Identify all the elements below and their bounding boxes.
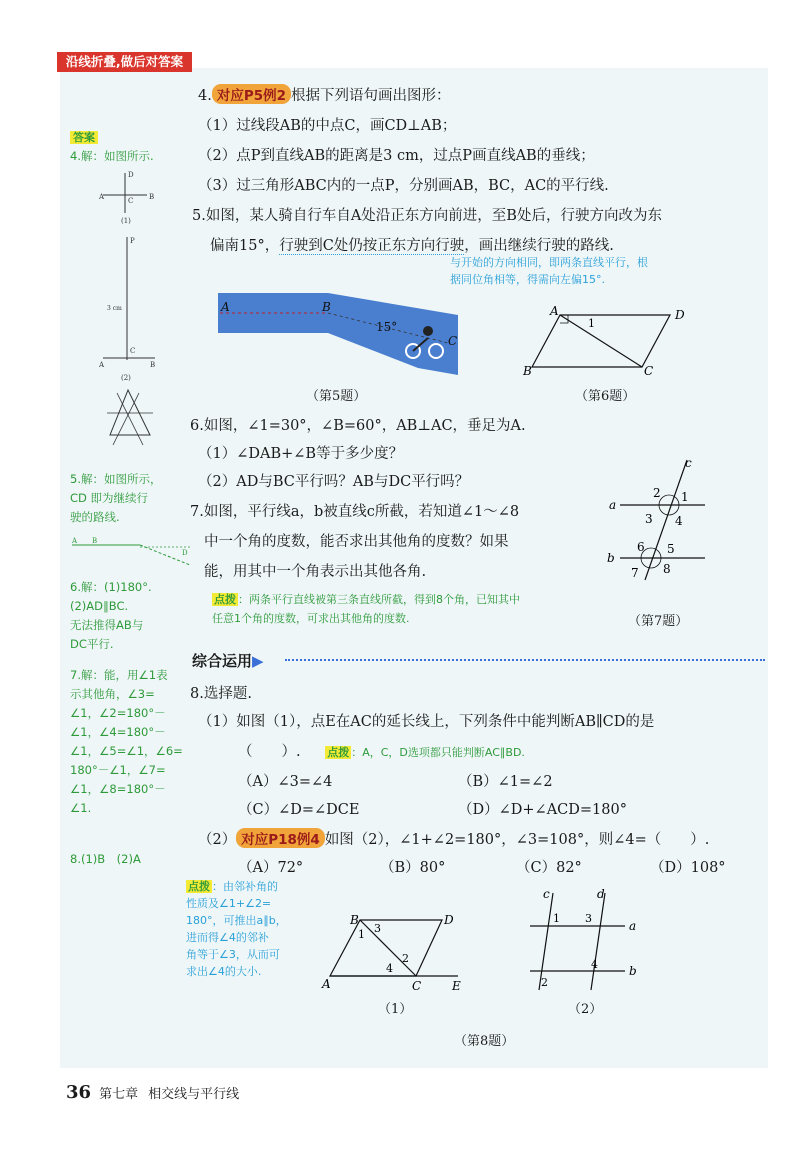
svg-text:7: 7 <box>631 566 639 580</box>
answer-title: 答案 <box>70 131 98 144</box>
fig-1-label: (1) <box>121 217 131 225</box>
svg-text:B: B <box>322 300 331 314</box>
svg-text:b: b <box>629 964 637 978</box>
svg-text:2: 2 <box>402 952 409 965</box>
q4-s2: （2）点P到直线AB的距离是3 cm，过点P画直线AB的垂线； <box>198 148 595 164</box>
chapter-label: 第七章 <box>99 1087 139 1102</box>
q4-s1: （1）过线段AB的中点C，画CD⊥AB； <box>198 118 457 134</box>
q8-opt-d: （D）∠D+∠ACD=180° <box>458 802 627 818</box>
q4-s3: （3）过三角形ABC内的一点P，分别画AB，BC，AC的平行线. <box>198 178 609 194</box>
caption-7: （第7题） <box>628 614 689 629</box>
svg-text:3: 3 <box>645 512 653 526</box>
figure-8-1 <box>318 910 468 990</box>
q6-s2: （2）AD与BC平行吗？AB与DC平行吗？ <box>198 474 470 490</box>
svg-text:1: 1 <box>681 490 689 504</box>
svg-text:2: 2 <box>653 486 661 500</box>
answer-column <box>70 128 190 166</box>
svg-text:c: c <box>685 456 692 470</box>
section-title: 综合运用▶ <box>192 652 264 670</box>
svg-text:D: D <box>182 549 188 557</box>
svg-text:4: 4 <box>675 514 683 528</box>
svg-text:b: b <box>607 551 615 565</box>
svg-text:B: B <box>350 913 359 927</box>
q8-title: 8.选择题. <box>190 686 252 702</box>
svg-text:5: 5 <box>667 542 675 556</box>
figure-6 <box>520 305 700 380</box>
svg-text:B: B <box>150 361 156 369</box>
q8-p2: （2） 对应P18例4 如图（2），∠1+∠2=180°，∠3=108°，则∠4=（ ）. <box>198 828 709 849</box>
svg-text:A: A <box>221 300 230 314</box>
q4-title: 4. 对应P5例2 根据下列语句画出图形： <box>198 84 451 105</box>
q7-line1: 7.如图，平行线a，b被直线c所截，若知道∠1～∠8 <box>190 504 520 520</box>
svg-text:C: C <box>644 364 654 378</box>
q6-line1: 6.如图，∠1=30°，∠B=60°，AB⊥AC，垂足为A. <box>190 418 526 434</box>
ref-badge-2: 对应P18例4 <box>236 828 325 848</box>
answer-5: 5.解：如图所示， CD 即为继续行 驶的路线. <box>70 472 162 524</box>
q7-tip: 点拨 ：两条平行直线被第三条直线所截，得到8个角，已知其中 任意1个角的度数，可求出其他角的度数. <box>212 593 520 625</box>
q6-s1: （1）∠DAB+∠B等于多少度？ <box>198 446 404 462</box>
ref-badge: 对应P5例2 <box>212 84 291 104</box>
q8-p1-blank: （ ）. 点拨 ：A，C，D选项都只能判断AC∥BD. <box>238 744 525 760</box>
svg-text:2: 2 <box>541 976 548 989</box>
svg-text:A: A <box>322 977 331 990</box>
q8-p1: （1）如图（1），点E在AC的延长线上，下列条件中能判断AB∥CD的是 <box>198 714 655 730</box>
svg-text:8: 8 <box>663 562 671 576</box>
fold-tab: 沿线折叠,做后对答案 <box>57 52 192 72</box>
q8-opt2-b: （B）80° <box>380 860 446 876</box>
fig5-deg: 15° <box>376 320 398 334</box>
svg-text:A: A <box>550 305 559 318</box>
fig-2-3cm: 3 cm <box>107 305 122 312</box>
q8-opt-b: （B）∠1=∠2 <box>458 774 553 790</box>
answer-4-figures <box>95 165 175 455</box>
tip-8: 点拨 ：由邻补角的 性质及∠1+∠2= 180°，可推出a∥b， 进而得∠4的邻补 角等于∠3，从而可 求出∠4的大小. <box>186 880 287 978</box>
answer-5-figure <box>70 535 195 575</box>
caption-5: （第5题） <box>306 389 367 404</box>
answer-6: 6.解：(1)180°. (2)AD∥BC. 无法推得AB与 DC平行. <box>70 580 152 651</box>
figure-5 <box>218 293 458 383</box>
svg-text:4: 4 <box>591 958 598 971</box>
svg-text:C: C <box>128 197 134 205</box>
svg-text:3: 3 <box>374 922 381 935</box>
answer-7: 7.解：能，用∠1表 示其他角，∠3= ∠1，∠2=180°－ ∠1，∠4=180°－ ∠1，∠5=∠1，∠6= 180°－∠1，∠7= ∠1，∠8=180°－ ∠1. <box>70 668 183 815</box>
svg-text:D: D <box>128 171 134 179</box>
fig-2-label: (2) <box>121 374 131 382</box>
q7-line3: 能，用其中一个角表示出其他各角. <box>204 564 427 580</box>
q8-opt-c: （C）∠D=∠DCE <box>238 802 360 818</box>
q8-opt-a: （A）∠3=∠4 <box>238 774 333 790</box>
svg-text:a: a <box>609 498 617 512</box>
fig8-2-label: （2） <box>568 1002 603 1017</box>
svg-text:1: 1 <box>553 912 560 925</box>
caption-6: （第6题） <box>575 389 636 404</box>
svg-text:A: A <box>72 537 78 545</box>
svg-text:6: 6 <box>637 540 645 554</box>
svg-text:3: 3 <box>585 912 592 925</box>
figure-7 <box>605 455 715 585</box>
svg-text:A: A <box>99 193 105 201</box>
svg-text:1: 1 <box>588 317 595 330</box>
svg-text:4: 4 <box>386 962 393 975</box>
svg-text:B: B <box>92 537 98 545</box>
svg-text:D: D <box>675 308 685 322</box>
svg-text:P: P <box>130 237 135 245</box>
svg-text:C: C <box>448 334 458 348</box>
figure-8-2 <box>525 888 645 993</box>
answer-8: 8.(1)B (2)A <box>70 852 141 866</box>
page-footer <box>66 1082 239 1103</box>
caption-8: （第8题） <box>454 1034 515 1049</box>
q5-line1: 5.如图，某人骑自行车自A处沿正东方向前进，至B处后，行驶方向改为东 <box>192 208 662 224</box>
q5-line2: 偏南15°，行驶到C处仍按正东方向行驶，画出继续行驶的路线. <box>210 238 614 254</box>
section-rule <box>285 659 765 661</box>
svg-text:A: A <box>99 361 105 369</box>
q5-note: 与开始的方向相同，即两条直线平行，根 据同位角相等，得需向左偏15°. <box>450 256 648 286</box>
page-number: 36 <box>66 1082 92 1103</box>
svg-text:E: E <box>452 979 461 990</box>
svg-text:B: B <box>149 193 155 201</box>
chapter-title: 相交线与平行线 <box>148 1087 240 1102</box>
q8-opt2-a: （A）72° <box>238 860 304 876</box>
q7-line2: 中一个角的度数，能否求出其他角的度数？如果 <box>204 534 509 550</box>
fig8-1-label: （1） <box>378 1002 413 1017</box>
q8-opt2-c: （C）82° <box>516 860 582 876</box>
svg-text:1: 1 <box>358 928 365 941</box>
q8-opt2-d: （D）108° <box>650 860 726 876</box>
svg-text:c: c <box>543 888 550 901</box>
svg-text:D: D <box>444 913 454 927</box>
svg-text:B: B <box>523 364 532 378</box>
answer-4: 4.解：如图所示. <box>70 149 154 163</box>
svg-text:C: C <box>130 347 136 355</box>
svg-text:C: C <box>412 979 422 990</box>
svg-text:d: d <box>597 888 605 901</box>
svg-text:a: a <box>629 919 637 933</box>
